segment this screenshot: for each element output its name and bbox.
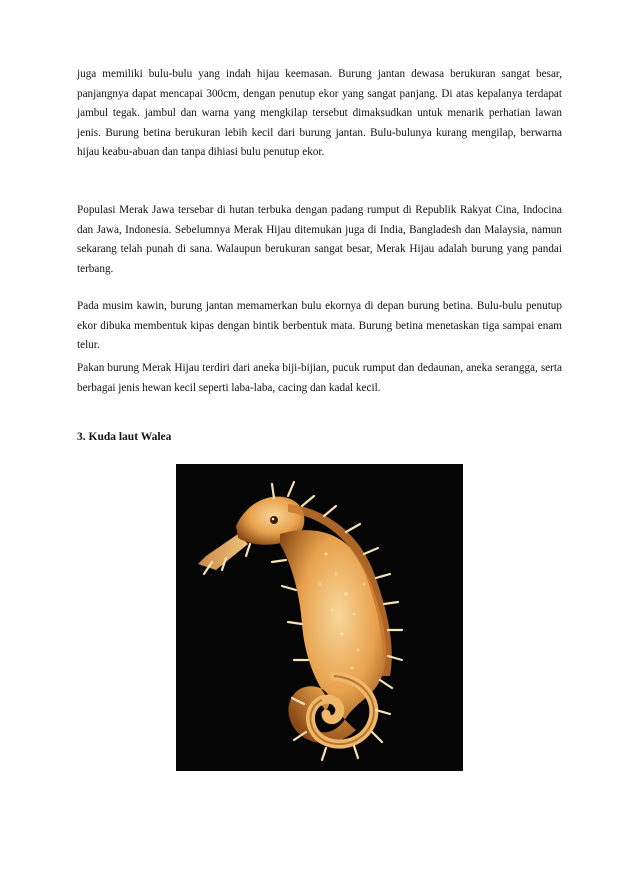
paragraph-appearance: juga memiliki bulu-bulu yang indah hijau keemasan. Burung jantan dewasa berukuran sangat besar, panjangnya dapat mencapai 300cm, dengan penutup ekor yang sangat panjang. Di atas kepalanya terdapat jambul tegak. jambul dan warna yang mengkilap tersebut dimaksudkan untuk menarik perhatian lawan jenis. Burung betina berukuran lebih kecil dari burung jantan. Bulu-bulunya kurang mengilap, berwarna hijau keabu-abuan dan tanpa dihiasi bulu penutup ekor. — [77, 68, 562, 159]
paragraph-diet: Pakan burung Merak Hijau terdiri dari aneka biji-bijian, pucuk rumput dan dedaunan, aneka serangga, serta berbagai jenis hewan kecil seperti laba-laba, cacing dan kadal kecil. — [77, 362, 562, 394]
paragraph-population: Populasi Merak Jawa tersebar di hutan terbuka dengan padang rumput di Republik Rakyat Cina, Indocina dan Jawa, Indonesia. Sebelumnya Merak Hijau ditemukan juga di India, Bangladesh dan Malaysia, namun sekarang telah punah di sana. Walaupun berukuran sangat besar, Merak Hijau adalah burung yang pandai terbang. — [77, 204, 562, 275]
seahorse-illustration — [176, 464, 463, 771]
section-heading: 3. Kuda laut Walea — [77, 431, 172, 443]
paragraph-mating: Pada musim kawin, burung jantan memamerkan bulu ekornya di depan burung betina. Bulu-bulu penutup ekor dibuka membentuk kipas dengan bintik berbentuk mata. Burung betina menetaskan tiga sampai enam telur. — [77, 300, 562, 352]
seahorse-photo — [176, 464, 463, 771]
